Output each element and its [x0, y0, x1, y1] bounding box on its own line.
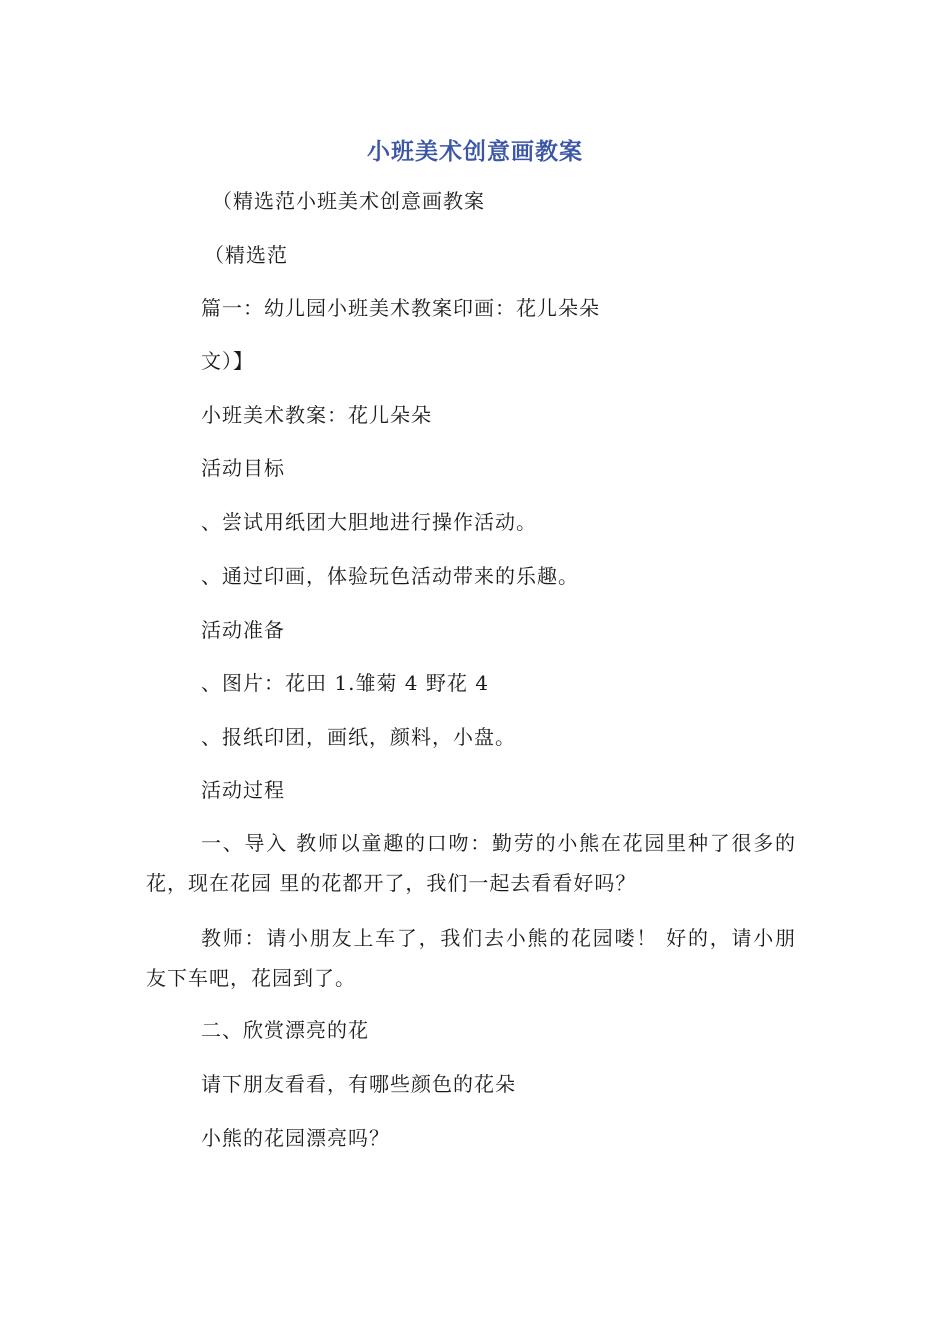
paragraph: 一、导入 教师以童趣的口吻：勤劳的小熊在花园里种了很多的花，现在花园 里的花都开了，我们一起去看看好吗？	[146, 831, 796, 895]
section-heading: 二、欣赏漂亮的花	[201, 1018, 369, 1042]
text-line: 请下朋友看看，有哪些颜色的花朵	[201, 1072, 516, 1096]
text-line: 、通过印画，体验玩色活动带来的乐趣。	[201, 564, 579, 588]
text-line: （精选范	[204, 243, 288, 267]
text-line: 篇一：幼儿园小班美术教案印画：花儿朵朵	[201, 296, 600, 320]
text-line: 小熊的花园漂亮吗？	[201, 1126, 390, 1150]
paragraph: 教师：请小朋友上车了，我们去小熊的花园喽！ 好的，请小朋友下车吧，花园到了。	[146, 926, 796, 990]
text-line: （精选范小班美术创意画教案	[212, 189, 485, 213]
text-line: 、尝试用纸团大胆地进行操作活动。	[201, 510, 537, 534]
text-line: 、报纸印团，画纸，颜料，小盘。	[201, 725, 516, 749]
text-line: 、图片：花田 1.雏菊 4 野花 4	[201, 671, 489, 695]
section-heading: 活动准备	[201, 618, 285, 642]
section-heading: 活动过程	[201, 778, 285, 802]
text-line: 小班美术教案：花儿朵朵	[201, 403, 432, 427]
text-line: 文）】	[201, 349, 254, 373]
section-heading: 活动目标	[201, 456, 285, 480]
document-title: 小班美术创意画教案	[367, 139, 583, 165]
